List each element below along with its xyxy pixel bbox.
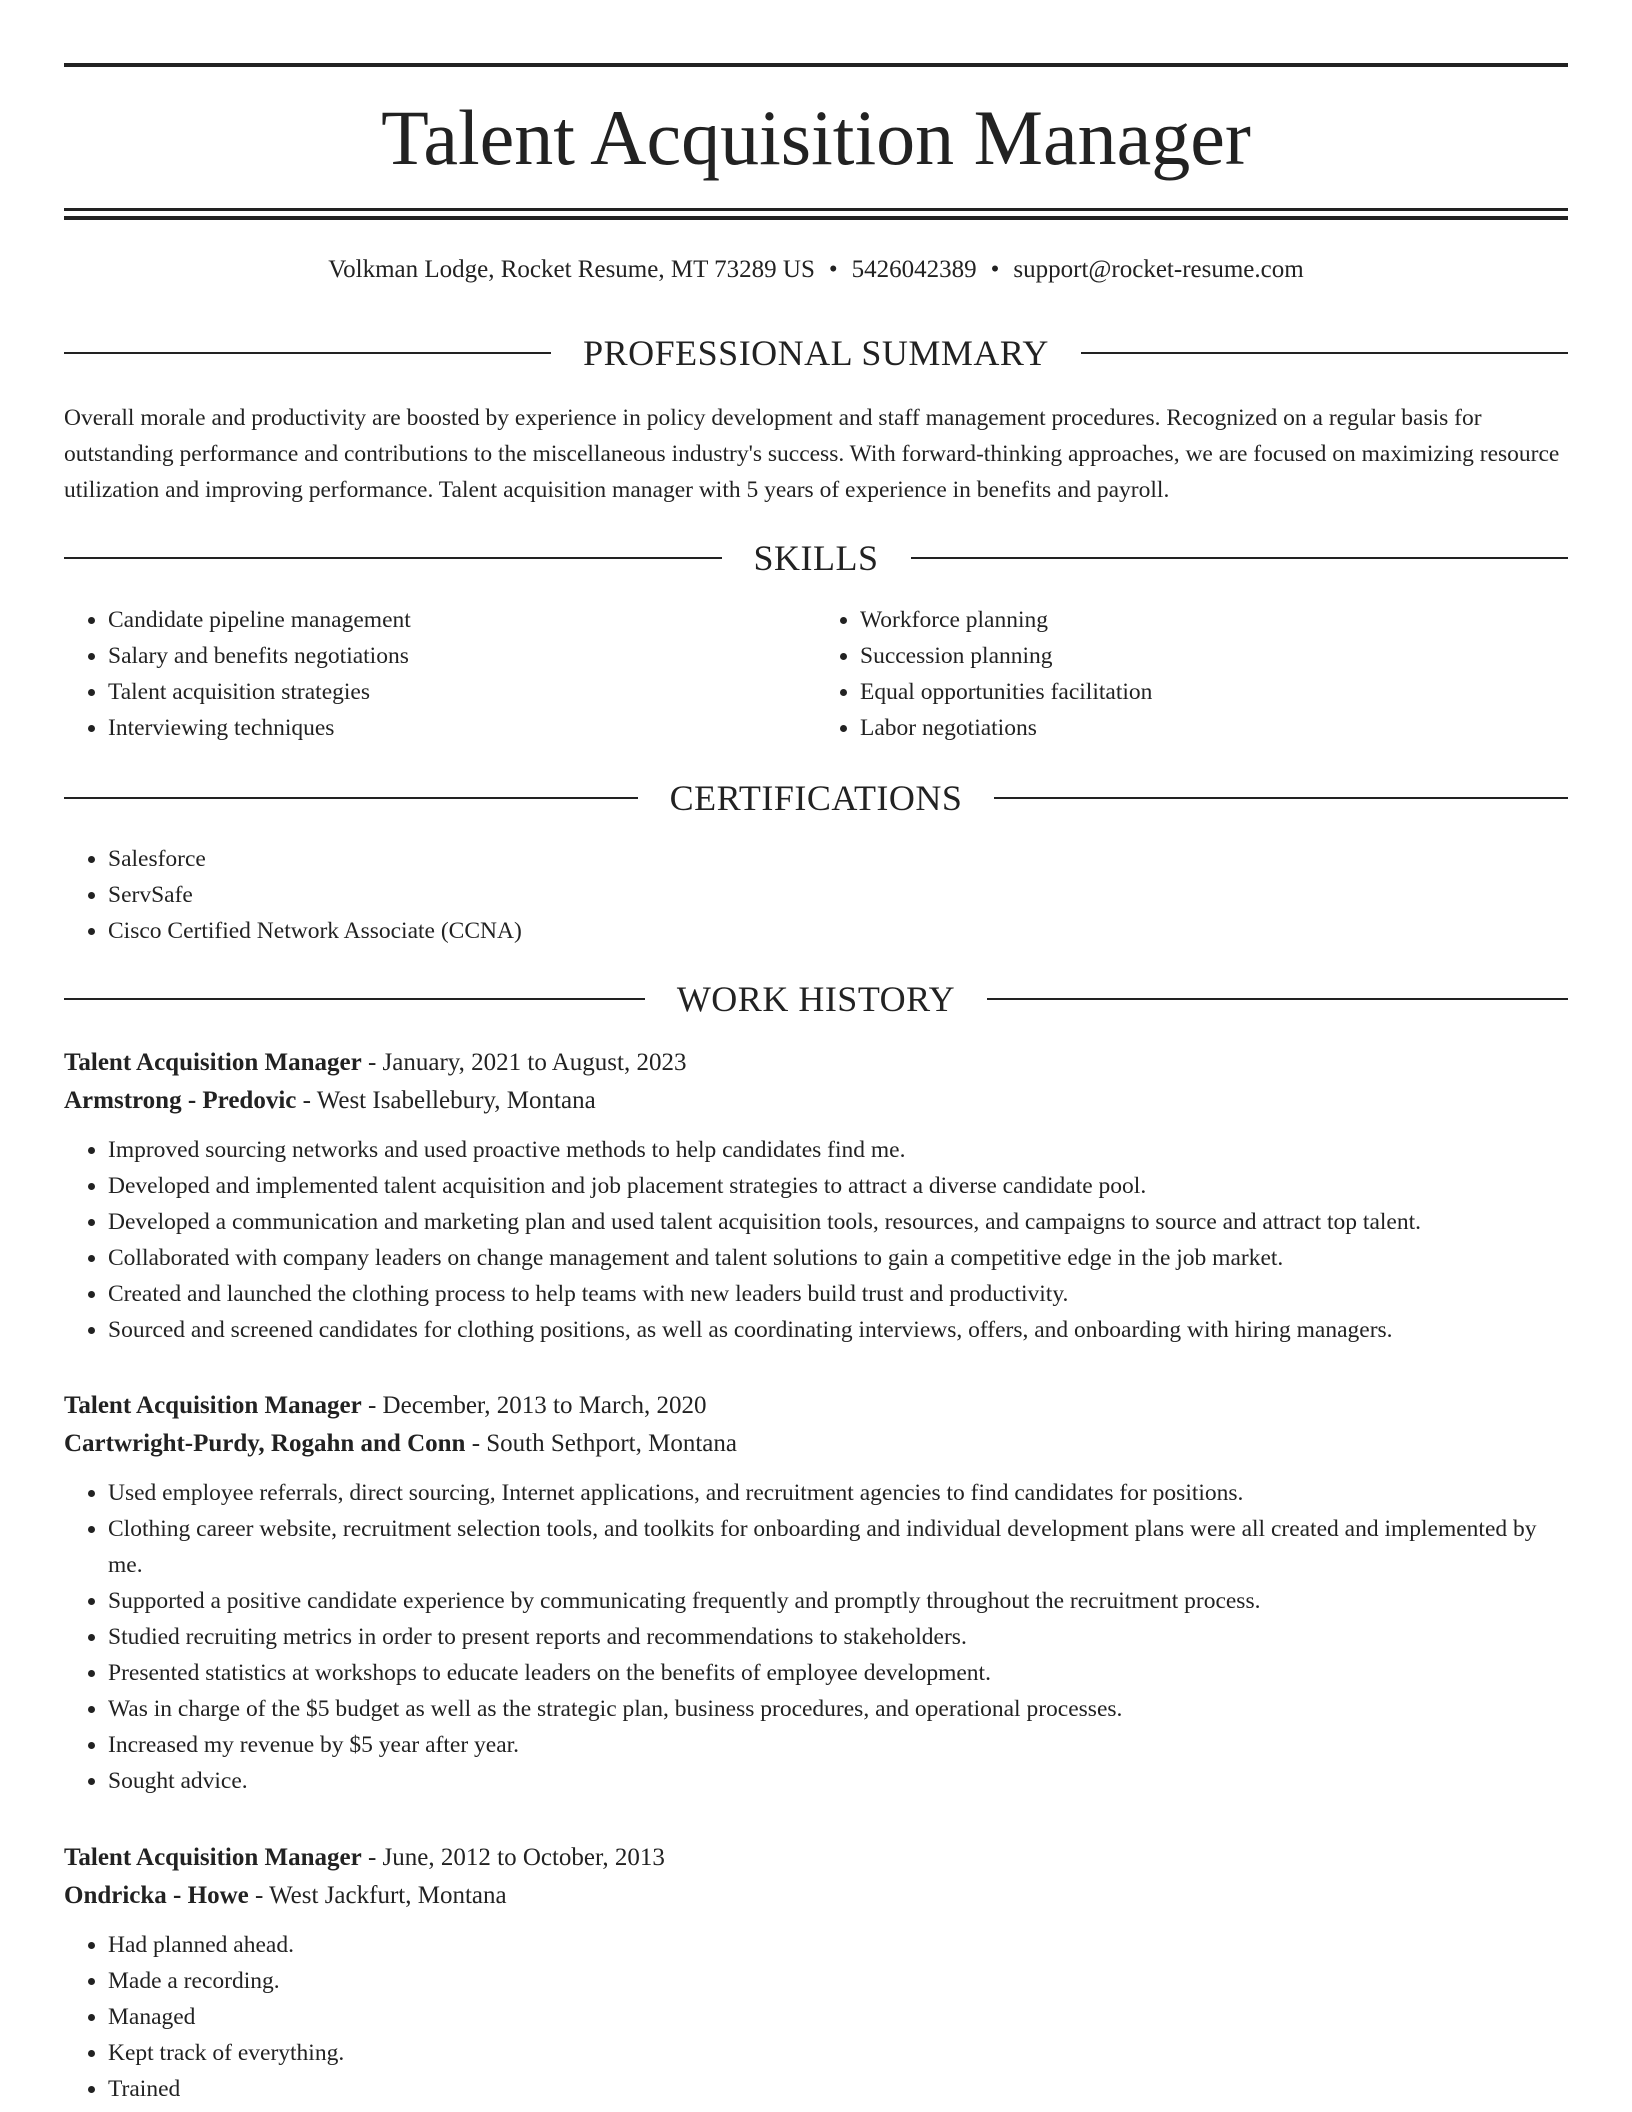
title-rule-lower <box>64 216 1568 220</box>
job-company-line <box>64 1877 1568 1915</box>
list-item: • Equal opportunities facilitation <box>860 674 1568 710</box>
list-item: • Was in charge of the $5 budget as well as the strategic plan, business procedures, and operational processes. <box>108 1691 1568 1727</box>
title-rule-upper <box>64 208 1568 211</box>
skills-column-right <box>816 602 1568 746</box>
contact-separator: • <box>990 256 1000 283</box>
list-item: • Interviewing techniques <box>108 710 816 746</box>
heading-rule-right <box>994 797 1568 799</box>
heading-rule-left <box>64 797 638 799</box>
contact-address: Volkman Lodge, Rocket Resume, MT 73289 US <box>328 256 815 283</box>
job-dates: - January, 2021 to August, 2023 <box>361 1049 687 1076</box>
heading-label: SKILLS <box>753 538 879 578</box>
resume-title: Talent Acquisition Manager <box>381 94 1251 181</box>
list-item: • Workforce planning <box>860 602 1568 638</box>
list-item: • Clothing career website, recruitment selection tools, and toolkits for onboarding and individual development plans were all created and implemented by me. <box>108 1511 1568 1583</box>
job-location: - West Isabellebury, Montana <box>296 1087 596 1114</box>
list-item: • Labor negotiations <box>860 710 1568 746</box>
heading-label: CERTIFICATIONS <box>669 778 963 818</box>
heading-rule-right <box>987 998 1568 1000</box>
list-item: • Kept track of everything. <box>108 2035 1568 2071</box>
list-item: • Improved sourcing networks and used proactive methods to help candidates find me. <box>108 1132 1568 1168</box>
job-bullets <box>64 1927 1568 2107</box>
heading-rule-left <box>64 998 645 1000</box>
section-heading-work-history <box>64 977 1568 1021</box>
list-item: • Cisco Certified Network Associate (CCNA) <box>108 913 1568 949</box>
heading-label: WORK HISTORY <box>676 979 956 1019</box>
job-title: Talent Acquisition Manager <box>64 1392 362 1419</box>
job-company: Cartwright-Purdy, Rogahn and Conn <box>64 1430 466 1457</box>
list-item: • Used employee referrals, direct sourcing, Internet applications, and recruitment agencies to find candidates for positions. <box>108 1475 1568 1511</box>
certifications-list <box>64 841 1568 949</box>
job-title: Talent Acquisition Manager <box>64 1844 362 1871</box>
contact-line <box>64 254 1568 286</box>
list-item: • Made a recording. <box>108 1963 1568 1999</box>
job-entry <box>64 1839 1568 2107</box>
list-item: • Developed a communication and marketing plan and used talent acquisition tools, resources, and campaigns to source and attract top talent. <box>108 1204 1568 1240</box>
heading-rule-right <box>1081 352 1568 354</box>
contact-email: support@rocket-resume.com <box>1013 256 1304 283</box>
list-item: • Presented statistics at workshops to educate leaders on the benefits of employee development. <box>108 1655 1568 1691</box>
contact-separator: • <box>828 256 838 283</box>
heading-rule-left <box>64 352 551 354</box>
job-title-line <box>64 1044 1568 1082</box>
top-rule <box>64 63 1568 67</box>
list-item: • Managed <box>108 1999 1568 2035</box>
list-item: • Sought advice. <box>108 1763 1568 1799</box>
heading-rule-right <box>911 557 1569 559</box>
list-item: • ServSafe <box>108 877 1568 913</box>
heading-label: PROFESSIONAL SUMMARY <box>583 333 1049 373</box>
job-dates: - June, 2012 to October, 2013 <box>361 1844 665 1871</box>
list-item: • Succession planning <box>860 638 1568 674</box>
job-location: - West Jackfurt, Montana <box>248 1882 507 1909</box>
list-item: • Studied recruiting metrics in order to present reports and recommendations to stakeholders. <box>108 1619 1568 1655</box>
section-heading-certifications <box>64 776 1568 820</box>
list-item: • Sourced and screened candidates for clothing positions, as well as coordinating interviews, offers, and onboarding with hiring managers. <box>108 1312 1568 1348</box>
job-bullets <box>64 1132 1568 1348</box>
list-item: • Collaborated with company leaders on change management and talent solutions to gain a competitive edge in the job market. <box>108 1240 1568 1276</box>
job-company-line <box>64 1425 1568 1463</box>
list-item: • Had planned ahead. <box>108 1927 1568 1963</box>
skills-column-left <box>64 602 816 746</box>
job-location: - South Sethport, Montana <box>465 1430 737 1457</box>
heading-rule-left <box>64 557 722 559</box>
list-item: • Trained <box>108 2071 1568 2107</box>
job-entry <box>64 1387 1568 1799</box>
job-title-line <box>64 1387 1568 1425</box>
list-item: • Salesforce <box>108 841 1568 877</box>
job-company-line <box>64 1082 1568 1120</box>
list-item: • Candidate pipeline management <box>108 602 816 638</box>
job-bullets <box>64 1475 1568 1799</box>
job-title-line <box>64 1839 1568 1877</box>
list-item: • Salary and benefits negotiations <box>108 638 816 674</box>
skills-list <box>64 602 1568 746</box>
job-company: Ondricka - Howe <box>64 1882 249 1909</box>
job-company: Armstrong - Predovic <box>64 1087 297 1114</box>
contact-phone: 5426042389 <box>851 256 977 283</box>
section-heading-summary <box>64 331 1568 375</box>
list-item: • Supported a positive candidate experience by communicating frequently and promptly throughout the recruitment process. <box>108 1583 1568 1619</box>
summary-text: Overall morale and productivity are boosted by experience in policy development and staff management procedures. Recognized on a regular basis for outstanding performance and contributions to the miscellaneous industry's success. With forward-thinking approaches, we are focused on maximizing resource utilization and improving performance. Talent acquisition manager with 5 years of experience in benefits and payroll. <box>64 405 1560 503</box>
job-entry <box>64 1044 1568 1348</box>
list-item: • Developed and implemented talent acquisition and job placement strategies to attract a diverse candidate pool. <box>108 1168 1568 1204</box>
section-heading-skills <box>64 536 1568 580</box>
list-item: • Created and launched the clothing process to help teams with new leaders build trust and productivity. <box>108 1276 1568 1312</box>
job-title: Talent Acquisition Manager <box>64 1049 362 1076</box>
list-item: • Talent acquisition strategies <box>108 674 816 710</box>
job-dates: - December, 2013 to March, 2020 <box>361 1392 707 1419</box>
list-item: • Increased my revenue by $5 year after year. <box>108 1727 1568 1763</box>
